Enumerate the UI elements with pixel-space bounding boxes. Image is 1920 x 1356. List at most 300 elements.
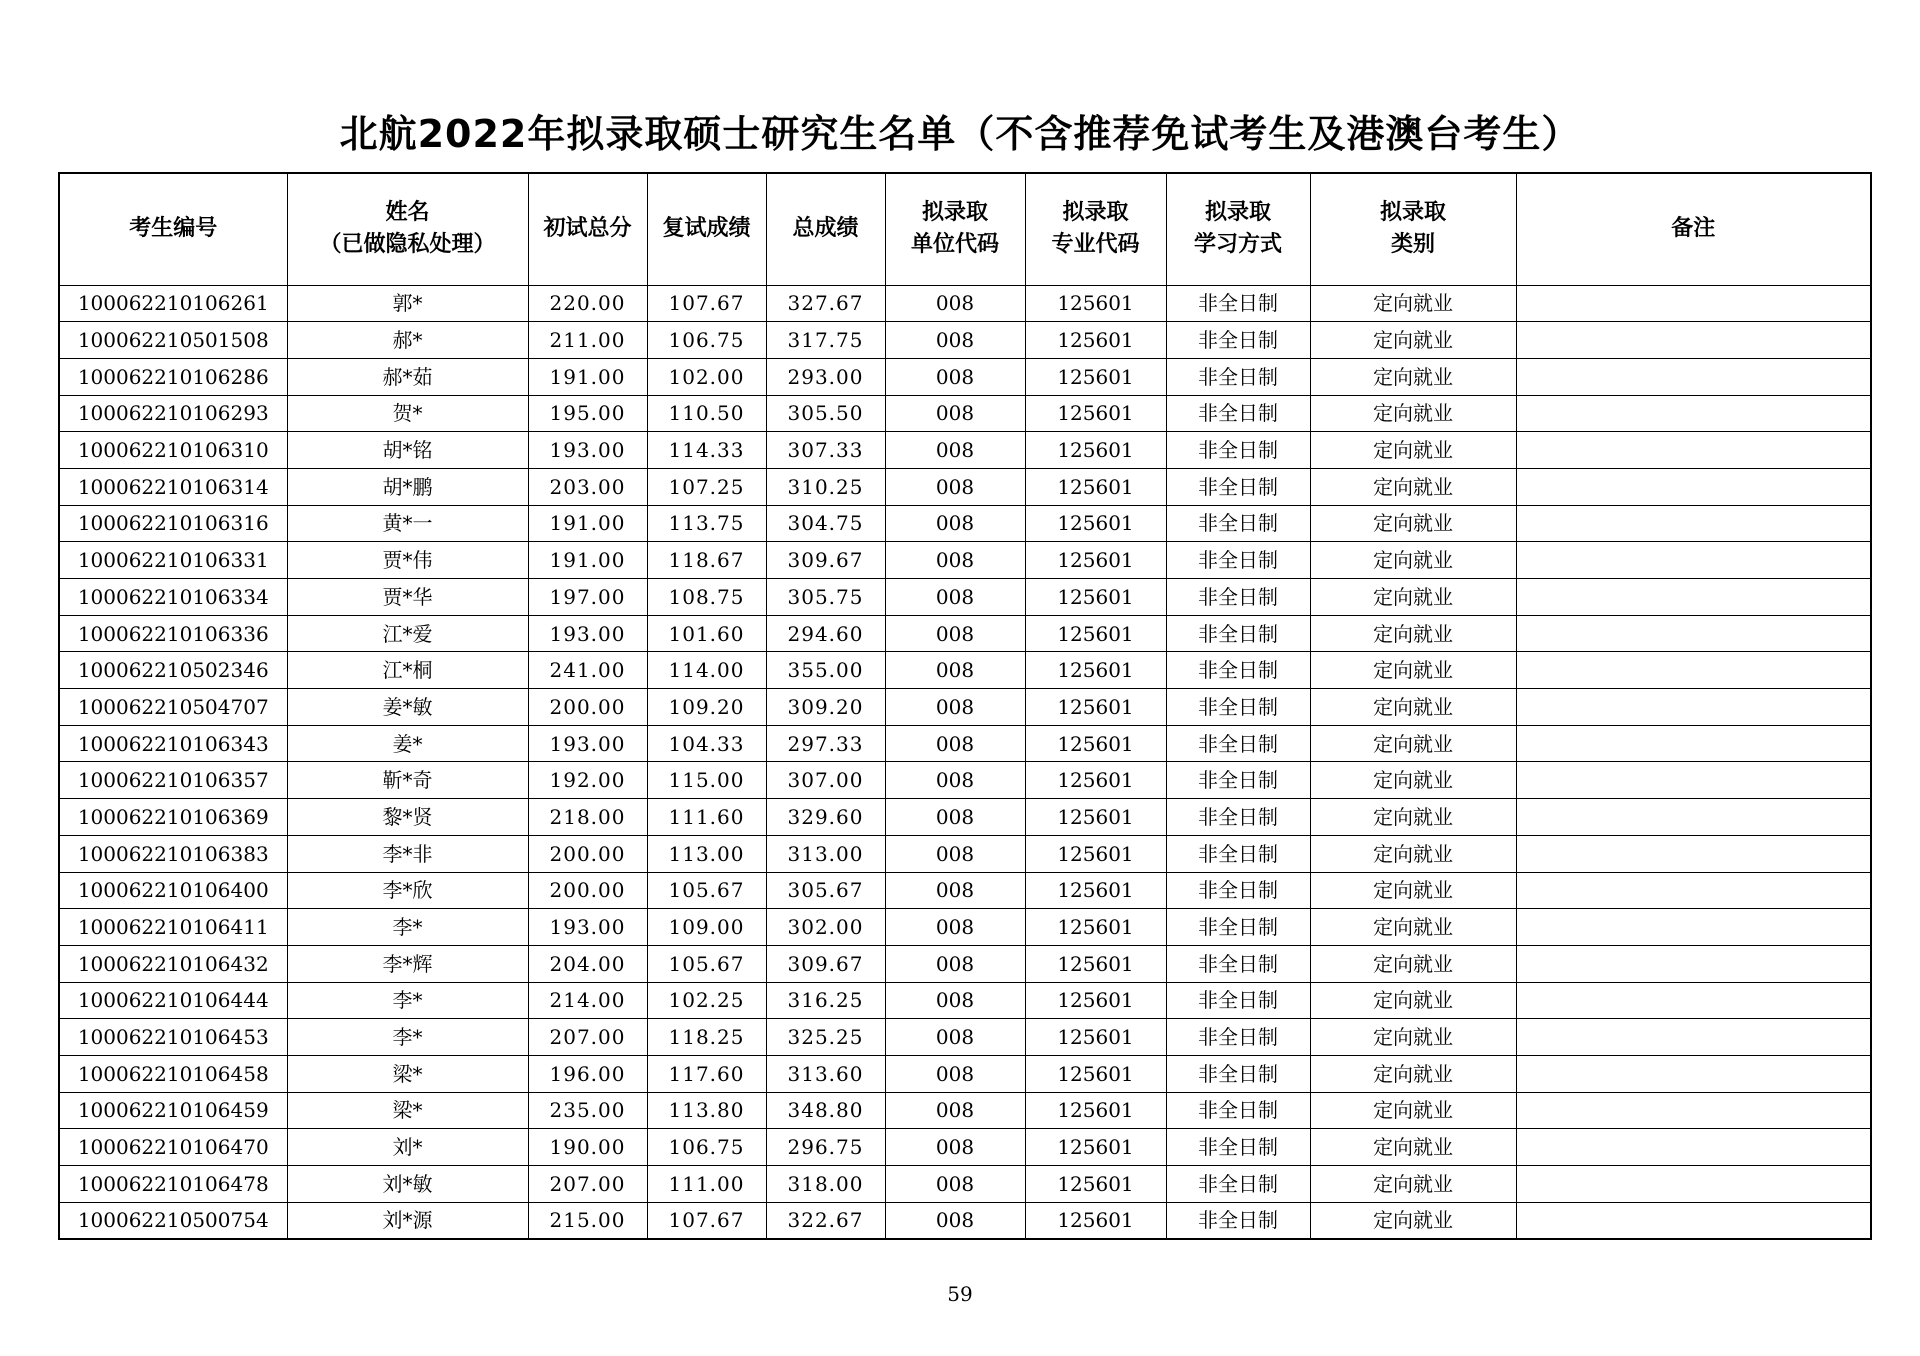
cell-study-mode: 非全日制 [1166, 909, 1310, 946]
header-line: 拟录取 [1204, 200, 1271, 226]
cell-prelim-score: 200.00 [528, 835, 647, 872]
cell-candidate-id: 100062210106478 [59, 1166, 287, 1203]
cell-unit-code: 008 [885, 762, 1025, 799]
cell-study-mode: 非全日制 [1166, 505, 1310, 542]
table-row [59, 432, 1871, 469]
table-row [59, 395, 1871, 432]
cell-name: 胡*鹏 [287, 468, 528, 505]
table-row [59, 542, 1871, 579]
cell-category: 定向就业 [1310, 285, 1516, 322]
header-line: 拟录取 [1062, 200, 1129, 226]
cell-remarks [1516, 579, 1871, 616]
cell-category: 定向就业 [1310, 432, 1516, 469]
cell-name: 黄*一 [287, 505, 528, 542]
cell-retest-score: 113.00 [647, 835, 766, 872]
cell-candidate-id: 100062210106411 [59, 909, 287, 946]
cell-name: 江*爱 [287, 615, 528, 652]
cell-retest-score: 118.67 [647, 542, 766, 579]
table-header-row [59, 173, 1871, 285]
cell-remarks [1516, 835, 1871, 872]
cell-study-mode: 非全日制 [1166, 542, 1310, 579]
cell-major-code: 125601 [1025, 835, 1166, 872]
header-line: 初试总分 [543, 216, 632, 242]
cell-study-mode: 非全日制 [1166, 322, 1310, 359]
cell-retest-score: 114.33 [647, 432, 766, 469]
cell-prelim-score: 191.00 [528, 505, 647, 542]
cell-total-score: 307.00 [766, 762, 885, 799]
cell-unit-code: 008 [885, 1019, 1025, 1056]
header-candidate-id [59, 173, 287, 285]
cell-total-score: 305.75 [766, 579, 885, 616]
cell-prelim-score: 211.00 [528, 322, 647, 359]
cell-remarks [1516, 505, 1871, 542]
cell-prelim-score: 220.00 [528, 285, 647, 322]
cell-category: 定向就业 [1310, 468, 1516, 505]
cell-category: 定向就业 [1310, 1166, 1516, 1203]
cell-prelim-score: 203.00 [528, 468, 647, 505]
table-row [59, 725, 1871, 762]
cell-prelim-score: 235.00 [528, 1092, 647, 1129]
cell-prelim-score: 197.00 [528, 579, 647, 616]
cell-category: 定向就业 [1310, 945, 1516, 982]
cell-major-code: 125601 [1025, 762, 1166, 799]
cell-candidate-id: 100062210106331 [59, 542, 287, 579]
cell-category: 定向就业 [1310, 395, 1516, 432]
cell-study-mode: 非全日制 [1166, 1055, 1310, 1092]
cell-remarks [1516, 689, 1871, 726]
header-line: 姓名 [385, 200, 430, 226]
cell-unit-code: 008 [885, 909, 1025, 946]
cell-name: 李* [287, 1019, 528, 1056]
cell-remarks [1516, 1019, 1871, 1056]
cell-category: 定向就业 [1310, 1129, 1516, 1166]
table-row [59, 872, 1871, 909]
cell-total-score: 305.67 [766, 872, 885, 909]
cell-candidate-id: 100062210106293 [59, 395, 287, 432]
header-unit-code [885, 173, 1025, 285]
cell-name: 姜*敏 [287, 689, 528, 726]
cell-unit-code: 008 [885, 285, 1025, 322]
cell-unit-code: 008 [885, 835, 1025, 872]
cell-prelim-score: 191.00 [528, 358, 647, 395]
cell-retest-score: 102.25 [647, 982, 766, 1019]
cell-candidate-id: 100062210106316 [59, 505, 287, 542]
cell-total-score: 313.60 [766, 1055, 885, 1092]
cell-remarks [1516, 1129, 1871, 1166]
cell-remarks [1516, 358, 1871, 395]
cell-unit-code: 008 [885, 1166, 1025, 1203]
cell-remarks [1516, 872, 1871, 909]
cell-remarks [1516, 615, 1871, 652]
cell-total-score: 317.75 [766, 322, 885, 359]
cell-category: 定向就业 [1310, 652, 1516, 689]
header-line: 拟录取 [1379, 200, 1446, 226]
cell-unit-code: 008 [885, 799, 1025, 836]
cell-unit-code: 008 [885, 1129, 1025, 1166]
table-row [59, 945, 1871, 982]
cell-unit-code: 008 [885, 1202, 1025, 1239]
cell-major-code: 125601 [1025, 652, 1166, 689]
cell-study-mode: 非全日制 [1166, 982, 1310, 1019]
cell-category: 定向就业 [1310, 799, 1516, 836]
cell-category: 定向就业 [1310, 762, 1516, 799]
cell-prelim-score: 204.00 [528, 945, 647, 982]
cell-total-score: 325.25 [766, 1019, 885, 1056]
cell-total-score: 322.67 [766, 1202, 885, 1239]
cell-name: 郭* [287, 285, 528, 322]
cell-unit-code: 008 [885, 1092, 1025, 1129]
table-row [59, 982, 1871, 1019]
cell-category: 定向就业 [1310, 1202, 1516, 1239]
table-row [59, 468, 1871, 505]
cell-remarks [1516, 542, 1871, 579]
cell-major-code: 125601 [1025, 872, 1166, 909]
cell-name: 梁* [287, 1092, 528, 1129]
cell-study-mode: 非全日制 [1166, 762, 1310, 799]
cell-total-score: 329.60 [766, 799, 885, 836]
cell-retest-score: 105.67 [647, 872, 766, 909]
cell-category: 定向就业 [1310, 505, 1516, 542]
header-retest-score [647, 173, 766, 285]
cell-retest-score: 107.25 [647, 468, 766, 505]
cell-category: 定向就业 [1310, 909, 1516, 946]
table-row [59, 579, 1871, 616]
cell-retest-score: 117.60 [647, 1055, 766, 1092]
cell-retest-score: 111.00 [647, 1166, 766, 1203]
cell-retest-score: 106.75 [647, 322, 766, 359]
cell-candidate-id: 100062210106336 [59, 615, 287, 652]
table-row [59, 909, 1871, 946]
cell-remarks [1516, 799, 1871, 836]
table-row [59, 835, 1871, 872]
cell-total-score: 355.00 [766, 652, 885, 689]
table-row [59, 285, 1871, 322]
cell-major-code: 125601 [1025, 945, 1166, 982]
cell-retest-score: 113.75 [647, 505, 766, 542]
cell-candidate-id: 100062210504707 [59, 689, 287, 726]
cell-name: 贾*伟 [287, 542, 528, 579]
cell-study-mode: 非全日制 [1166, 1166, 1310, 1203]
cell-category: 定向就业 [1310, 982, 1516, 1019]
cell-unit-code: 008 [885, 872, 1025, 909]
cell-name: 江*桐 [287, 652, 528, 689]
cell-prelim-score: 196.00 [528, 1055, 647, 1092]
cell-name: 刘*源 [287, 1202, 528, 1239]
cell-retest-score: 104.33 [647, 725, 766, 762]
cell-study-mode: 非全日制 [1166, 579, 1310, 616]
table-row [59, 505, 1871, 542]
cell-remarks [1516, 762, 1871, 799]
cell-total-score: 305.50 [766, 395, 885, 432]
header-line: 拟录取 [921, 200, 988, 226]
cell-unit-code: 008 [885, 579, 1025, 616]
cell-total-score: 309.20 [766, 689, 885, 726]
cell-retest-score: 109.00 [647, 909, 766, 946]
cell-retest-score: 109.20 [647, 689, 766, 726]
cell-candidate-id: 100062210106400 [59, 872, 287, 909]
cell-category: 定向就业 [1310, 579, 1516, 616]
cell-category: 定向就业 [1310, 358, 1516, 395]
cell-total-score: 294.60 [766, 615, 885, 652]
cell-category: 定向就业 [1310, 725, 1516, 762]
cell-retest-score: 110.50 [647, 395, 766, 432]
cell-study-mode: 非全日制 [1166, 945, 1310, 982]
cell-candidate-id: 100062210106314 [59, 468, 287, 505]
cell-remarks [1516, 945, 1871, 982]
cell-total-score: 318.00 [766, 1166, 885, 1203]
cell-total-score: 297.33 [766, 725, 885, 762]
cell-major-code: 125601 [1025, 1129, 1166, 1166]
cell-unit-code: 008 [885, 725, 1025, 762]
cell-total-score: 348.80 [766, 1092, 885, 1129]
cell-candidate-id: 100062210106459 [59, 1092, 287, 1129]
cell-study-mode: 非全日制 [1166, 395, 1310, 432]
header-line: （已做隐私处理） [319, 232, 496, 258]
cell-name: 郝* [287, 322, 528, 359]
header-line: 学习方式 [1193, 232, 1282, 258]
cell-major-code: 125601 [1025, 468, 1166, 505]
header-total-score [766, 173, 885, 285]
cell-unit-code: 008 [885, 505, 1025, 542]
cell-unit-code: 008 [885, 1055, 1025, 1092]
cell-category: 定向就业 [1310, 615, 1516, 652]
cell-name: 郝*茹 [287, 358, 528, 395]
cell-study-mode: 非全日制 [1166, 1019, 1310, 1056]
cell-unit-code: 008 [885, 358, 1025, 395]
cell-prelim-score: 218.00 [528, 799, 647, 836]
cell-candidate-id: 100062210106453 [59, 1019, 287, 1056]
header-study-mode [1166, 173, 1310, 285]
cell-candidate-id: 100062210500754 [59, 1202, 287, 1239]
header-line: 总成绩 [792, 216, 859, 242]
cell-candidate-id: 100062210106458 [59, 1055, 287, 1092]
cell-category: 定向就业 [1310, 1092, 1516, 1129]
cell-remarks [1516, 395, 1871, 432]
cell-unit-code: 008 [885, 542, 1025, 579]
cell-major-code: 125601 [1025, 1055, 1166, 1092]
cell-major-code: 125601 [1025, 909, 1166, 946]
cell-study-mode: 非全日制 [1166, 358, 1310, 395]
cell-remarks [1516, 909, 1871, 946]
cell-total-score: 296.75 [766, 1129, 885, 1166]
cell-category: 定向就业 [1310, 542, 1516, 579]
header-line: 备注 [1671, 216, 1716, 242]
cell-unit-code: 008 [885, 395, 1025, 432]
cell-candidate-id: 100062210502346 [59, 652, 287, 689]
cell-prelim-score: 195.00 [528, 395, 647, 432]
table-row [59, 799, 1871, 836]
cell-retest-score: 115.00 [647, 762, 766, 799]
cell-prelim-score: 192.00 [528, 762, 647, 799]
cell-prelim-score: 200.00 [528, 689, 647, 726]
cell-name: 梁* [287, 1055, 528, 1092]
cell-prelim-score: 214.00 [528, 982, 647, 1019]
cell-study-mode: 非全日制 [1166, 872, 1310, 909]
cell-remarks [1516, 285, 1871, 322]
cell-unit-code: 008 [885, 322, 1025, 359]
cell-study-mode: 非全日制 [1166, 689, 1310, 726]
cell-category: 定向就业 [1310, 1055, 1516, 1092]
cell-study-mode: 非全日制 [1166, 799, 1310, 836]
cell-major-code: 125601 [1025, 322, 1166, 359]
page-title: 北航2022年拟录取硕士研究生名单（不含推荐免试考生及港澳台考生） [339, 112, 1581, 156]
header-prelim-score [528, 173, 647, 285]
cell-category: 定向就业 [1310, 689, 1516, 726]
cell-name: 李* [287, 909, 528, 946]
cell-prelim-score: 193.00 [528, 432, 647, 469]
cell-major-code: 125601 [1025, 1092, 1166, 1129]
cell-remarks [1516, 1202, 1871, 1239]
cell-remarks [1516, 1092, 1871, 1129]
cell-retest-score: 113.80 [647, 1092, 766, 1129]
cell-name: 李* [287, 982, 528, 1019]
admission-table [58, 172, 1872, 1240]
cell-major-code: 125601 [1025, 579, 1166, 616]
cell-major-code: 125601 [1025, 1166, 1166, 1203]
cell-unit-code: 008 [885, 468, 1025, 505]
cell-unit-code: 008 [885, 432, 1025, 469]
cell-total-score: 327.67 [766, 285, 885, 322]
cell-total-score: 309.67 [766, 945, 885, 982]
table-row [59, 1166, 1871, 1203]
table-body [59, 285, 1871, 1239]
cell-study-mode: 非全日制 [1166, 835, 1310, 872]
cell-candidate-id: 100062210106310 [59, 432, 287, 469]
cell-retest-score: 114.00 [647, 652, 766, 689]
cell-prelim-score: 207.00 [528, 1166, 647, 1203]
header-line: 单位代码 [910, 232, 999, 258]
cell-total-score: 302.00 [766, 909, 885, 946]
cell-retest-score: 107.67 [647, 285, 766, 322]
cell-study-mode: 非全日制 [1166, 432, 1310, 469]
cell-name: 李*辉 [287, 945, 528, 982]
cell-total-score: 310.25 [766, 468, 885, 505]
cell-candidate-id: 100062210106343 [59, 725, 287, 762]
cell-unit-code: 008 [885, 652, 1025, 689]
cell-major-code: 125601 [1025, 395, 1166, 432]
cell-name: 刘* [287, 1129, 528, 1166]
cell-total-score: 304.75 [766, 505, 885, 542]
table-row [59, 358, 1871, 395]
cell-category: 定向就业 [1310, 1019, 1516, 1056]
cell-category: 定向就业 [1310, 835, 1516, 872]
table-row [59, 762, 1871, 799]
cell-name: 黎*贤 [287, 799, 528, 836]
header-major-code [1025, 173, 1166, 285]
table-row [59, 1202, 1871, 1239]
cell-prelim-score: 215.00 [528, 1202, 647, 1239]
cell-major-code: 125601 [1025, 432, 1166, 469]
cell-retest-score: 111.60 [647, 799, 766, 836]
table-row [59, 652, 1871, 689]
cell-retest-score: 107.67 [647, 1202, 766, 1239]
cell-major-code: 125601 [1025, 799, 1166, 836]
header-line: 专业代码 [1051, 232, 1140, 258]
cell-major-code: 125601 [1025, 615, 1166, 652]
cell-category: 定向就业 [1310, 872, 1516, 909]
cell-remarks [1516, 1055, 1871, 1092]
cell-total-score: 293.00 [766, 358, 885, 395]
cell-remarks [1516, 468, 1871, 505]
cell-name: 贺* [287, 395, 528, 432]
table-row [59, 1055, 1871, 1092]
cell-study-mode: 非全日制 [1166, 652, 1310, 689]
cell-candidate-id: 100062210106470 [59, 1129, 287, 1166]
cell-study-mode: 非全日制 [1166, 468, 1310, 505]
cell-remarks [1516, 652, 1871, 689]
cell-major-code: 125601 [1025, 1202, 1166, 1239]
page-number: 59 [947, 1282, 973, 1306]
cell-retest-score: 106.75 [647, 1129, 766, 1166]
cell-candidate-id: 100062210106369 [59, 799, 287, 836]
cell-name: 李*非 [287, 835, 528, 872]
cell-remarks [1516, 322, 1871, 359]
cell-remarks [1516, 432, 1871, 469]
cell-name: 靳*奇 [287, 762, 528, 799]
cell-study-mode: 非全日制 [1166, 1129, 1310, 1166]
cell-unit-code: 008 [885, 945, 1025, 982]
table-row [59, 1019, 1871, 1056]
cell-prelim-score: 190.00 [528, 1129, 647, 1166]
header-name [287, 173, 528, 285]
cell-major-code: 125601 [1025, 542, 1166, 579]
cell-total-score: 309.67 [766, 542, 885, 579]
cell-major-code: 125601 [1025, 285, 1166, 322]
cell-remarks [1516, 982, 1871, 1019]
cell-prelim-score: 193.00 [528, 725, 647, 762]
cell-retest-score: 118.25 [647, 1019, 766, 1056]
cell-remarks [1516, 725, 1871, 762]
cell-prelim-score: 207.00 [528, 1019, 647, 1056]
cell-study-mode: 非全日制 [1166, 615, 1310, 652]
cell-prelim-score: 200.00 [528, 872, 647, 909]
cell-total-score: 313.00 [766, 835, 885, 872]
cell-candidate-id: 100062210106286 [59, 358, 287, 395]
table-row [59, 1129, 1871, 1166]
cell-major-code: 125601 [1025, 725, 1166, 762]
cell-major-code: 125601 [1025, 505, 1166, 542]
cell-prelim-score: 193.00 [528, 615, 647, 652]
cell-retest-score: 102.00 [647, 358, 766, 395]
table-row [59, 322, 1871, 359]
cell-unit-code: 008 [885, 982, 1025, 1019]
cell-major-code: 125601 [1025, 689, 1166, 726]
cell-prelim-score: 241.00 [528, 652, 647, 689]
cell-prelim-score: 193.00 [528, 909, 647, 946]
cell-name: 刘*敏 [287, 1166, 528, 1203]
cell-name: 胡*铭 [287, 432, 528, 469]
cell-candidate-id: 100062210106444 [59, 982, 287, 1019]
cell-study-mode: 非全日制 [1166, 1092, 1310, 1129]
cell-name: 姜* [287, 725, 528, 762]
header-remarks [1516, 173, 1871, 285]
cell-candidate-id: 100062210106357 [59, 762, 287, 799]
cell-candidate-id: 100062210106261 [59, 285, 287, 322]
header-line: 复试成绩 [662, 216, 751, 242]
cell-candidate-id: 100062210501508 [59, 322, 287, 359]
header-line: 考生编号 [129, 216, 218, 242]
header-line: 类别 [1390, 232, 1435, 258]
cell-category: 定向就业 [1310, 322, 1516, 359]
cell-name: 李*欣 [287, 872, 528, 909]
cell-major-code: 125601 [1025, 1019, 1166, 1056]
table-row [59, 689, 1871, 726]
cell-study-mode: 非全日制 [1166, 1202, 1310, 1239]
table-row [59, 1092, 1871, 1129]
cell-retest-score: 108.75 [647, 579, 766, 616]
cell-major-code: 125601 [1025, 358, 1166, 395]
cell-remarks [1516, 1166, 1871, 1203]
